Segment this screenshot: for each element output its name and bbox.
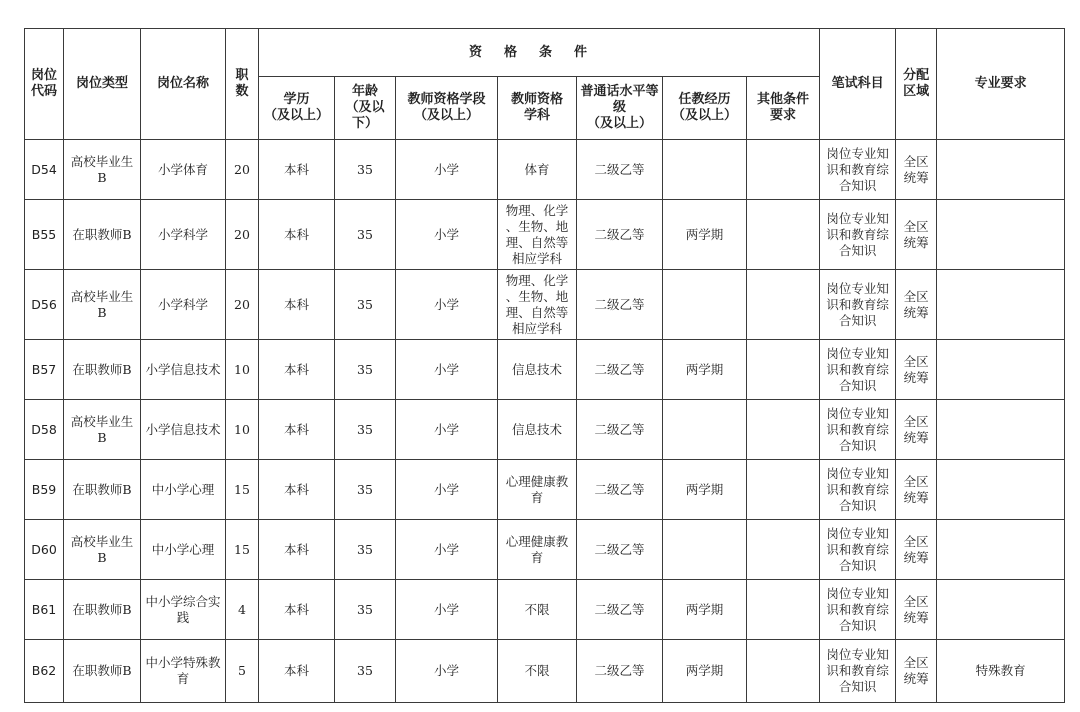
cell-experience: 两学期 [663, 200, 747, 270]
cell-region: 全区 统筹 [896, 270, 937, 340]
cell-education: 本科 [259, 340, 335, 400]
cell-cert-subject: 不限 [498, 580, 577, 640]
cell-cert-level: 小学 [396, 140, 498, 200]
cell-age: 35 [335, 200, 396, 270]
header-mandarin: 普通话水平等 级 （及以上） [577, 77, 663, 140]
cell-type: 在职教师B [64, 580, 141, 640]
header-qualification-group: 资格条件 [259, 29, 820, 77]
cell-cert-level: 小学 [396, 640, 498, 703]
cell-exam: 岗位专业知 识和教育综 合知识 [820, 270, 896, 340]
cell-code: B57 [25, 340, 64, 400]
cell-type: 在职教师B [64, 640, 141, 703]
cell-education: 本科 [259, 580, 335, 640]
cell-type: 高校毕业生 B [64, 520, 141, 580]
cell-age: 35 [335, 640, 396, 703]
cell-region: 全区 统筹 [896, 200, 937, 270]
cell-major [937, 520, 1065, 580]
cell-mandarin: 二级乙等 [577, 140, 663, 200]
cell-major [937, 340, 1065, 400]
cell-type: 高校毕业生 B [64, 270, 141, 340]
cell-experience [663, 520, 747, 580]
cell-exam: 岗位专业知 识和教育综 合知识 [820, 460, 896, 520]
cell-education: 本科 [259, 400, 335, 460]
cell-other [747, 140, 820, 200]
cell-education: 本科 [259, 200, 335, 270]
cell-age: 35 [335, 340, 396, 400]
cell-age: 35 [335, 520, 396, 580]
cell-mandarin: 二级乙等 [577, 200, 663, 270]
cell-count: 10 [226, 340, 259, 400]
header-other: 其他条件 要求 [747, 77, 820, 140]
cell-code: B62 [25, 640, 64, 703]
cell-education: 本科 [259, 140, 335, 200]
table-row [25, 270, 1065, 340]
table-row [25, 640, 1065, 703]
cell-name: 中小学心理 [141, 520, 226, 580]
cell-region: 全区 统筹 [896, 640, 937, 703]
cell-code: D54 [25, 140, 64, 200]
cell-cert-level: 小学 [396, 580, 498, 640]
cell-other [747, 520, 820, 580]
table-row [25, 140, 1065, 200]
cell-cert-level: 小学 [396, 200, 498, 270]
cell-mandarin: 二级乙等 [577, 640, 663, 703]
header-cert-subject: 教师资格 学科 [498, 77, 577, 140]
header-exam: 笔试科目 [820, 29, 896, 140]
cell-other [747, 640, 820, 703]
cell-count: 20 [226, 200, 259, 270]
cell-code: B61 [25, 580, 64, 640]
cell-experience: 两学期 [663, 640, 747, 703]
cell-experience [663, 400, 747, 460]
cell-type: 在职教师B [64, 200, 141, 270]
cell-exam: 岗位专业知 识和教育综 合知识 [820, 340, 896, 400]
cell-name: 小学科学 [141, 270, 226, 340]
cell-major [937, 400, 1065, 460]
table-row [25, 340, 1065, 400]
recruitment-table [24, 28, 1065, 703]
cell-code: B59 [25, 460, 64, 520]
cell-other [747, 340, 820, 400]
cell-exam: 岗位专业知 识和教育综 合知识 [820, 520, 896, 580]
cell-major [937, 460, 1065, 520]
cell-education: 本科 [259, 520, 335, 580]
cell-region: 全区 统筹 [896, 580, 937, 640]
cell-experience: 两学期 [663, 580, 747, 640]
cell-code: D60 [25, 520, 64, 580]
cell-count: 15 [226, 460, 259, 520]
table-row [25, 200, 1065, 270]
cell-type: 在职教师B [64, 340, 141, 400]
cell-mandarin: 二级乙等 [577, 270, 663, 340]
cell-other [747, 270, 820, 340]
cell-name: 小学科学 [141, 200, 226, 270]
header-code: 岗位 代码 [25, 29, 64, 140]
cell-cert-subject: 物理、化学 、生物、地 理、自然等 相应学科 [498, 270, 577, 340]
header-experience: 任教经历 （及以上） [663, 77, 747, 140]
cell-code: D58 [25, 400, 64, 460]
cell-exam: 岗位专业知 识和教育综 合知识 [820, 400, 896, 460]
cell-count: 10 [226, 400, 259, 460]
cell-experience: 两学期 [663, 460, 747, 520]
cell-age: 35 [335, 140, 396, 200]
header-type: 岗位类型 [64, 29, 141, 140]
cell-mandarin: 二级乙等 [577, 520, 663, 580]
cell-cert-subject: 心理健康教 育 [498, 520, 577, 580]
cell-type: 在职教师B [64, 460, 141, 520]
cell-name: 小学信息技术 [141, 340, 226, 400]
cell-mandarin: 二级乙等 [577, 580, 663, 640]
cell-experience [663, 140, 747, 200]
cell-exam: 岗位专业知 识和教育综 合知识 [820, 580, 896, 640]
cell-region: 全区 统筹 [896, 400, 937, 460]
cell-other [747, 200, 820, 270]
cell-name: 中小学特殊教 育 [141, 640, 226, 703]
cell-cert-subject: 不限 [498, 640, 577, 703]
table-row [25, 580, 1065, 640]
cell-region: 全区 统筹 [896, 140, 937, 200]
cell-name: 小学信息技术 [141, 400, 226, 460]
cell-name: 中小学心理 [141, 460, 226, 520]
table-row [25, 400, 1065, 460]
cell-other [747, 460, 820, 520]
cell-cert-level: 小学 [396, 400, 498, 460]
cell-major [937, 270, 1065, 340]
cell-other [747, 580, 820, 640]
header-name: 岗位名称 [141, 29, 226, 140]
cell-major [937, 580, 1065, 640]
cell-age: 35 [335, 270, 396, 340]
cell-name: 小学体育 [141, 140, 226, 200]
cell-count: 20 [226, 140, 259, 200]
cell-cert-level: 小学 [396, 270, 498, 340]
cell-major [937, 200, 1065, 270]
header-major: 专业要求 [937, 29, 1065, 140]
cell-age: 35 [335, 580, 396, 640]
cell-other [747, 400, 820, 460]
cell-cert-level: 小学 [396, 340, 498, 400]
cell-exam: 岗位专业知 识和教育综 合知识 [820, 200, 896, 270]
cell-cert-subject: 信息技术 [498, 400, 577, 460]
cell-region: 全区 统筹 [896, 460, 937, 520]
cell-region: 全区 统筹 [896, 520, 937, 580]
table-row [25, 460, 1065, 520]
cell-exam: 岗位专业知 识和教育综 合知识 [820, 640, 896, 703]
cell-education: 本科 [259, 270, 335, 340]
cell-cert-subject: 物理、化学 、生物、地 理、自然等 相应学科 [498, 200, 577, 270]
cell-education: 本科 [259, 460, 335, 520]
header-education: 学历 （及以上） [259, 77, 335, 140]
cell-code: D56 [25, 270, 64, 340]
cell-age: 35 [335, 400, 396, 460]
cell-exam: 岗位专业知 识和教育综 合知识 [820, 140, 896, 200]
cell-count: 4 [226, 580, 259, 640]
cell-cert-subject: 信息技术 [498, 340, 577, 400]
cell-cert-level: 小学 [396, 460, 498, 520]
table-body [25, 140, 1065, 703]
cell-count: 5 [226, 640, 259, 703]
cell-cert-subject: 体育 [498, 140, 577, 200]
cell-count: 20 [226, 270, 259, 340]
cell-code: B55 [25, 200, 64, 270]
cell-type: 高校毕业生 B [64, 400, 141, 460]
header-age: 年龄 （及以下） [335, 77, 396, 140]
cell-experience: 两学期 [663, 340, 747, 400]
header-region: 分配 区域 [896, 29, 937, 140]
cell-major [937, 140, 1065, 200]
cell-region: 全区 统筹 [896, 340, 937, 400]
cell-name: 中小学综合实 践 [141, 580, 226, 640]
cell-mandarin: 二级乙等 [577, 460, 663, 520]
cell-mandarin: 二级乙等 [577, 340, 663, 400]
cell-cert-level: 小学 [396, 520, 498, 580]
cell-type: 高校毕业生 B [64, 140, 141, 200]
table-row [25, 520, 1065, 580]
cell-count: 15 [226, 520, 259, 580]
header-count: 职 数 [226, 29, 259, 140]
cell-cert-subject: 心理健康教 育 [498, 460, 577, 520]
cell-experience [663, 270, 747, 340]
cell-age: 35 [335, 460, 396, 520]
cell-education: 本科 [259, 640, 335, 703]
header-cert-level: 教师资格学段 （及以上） [396, 77, 498, 140]
cell-major: 特殊教育 [937, 640, 1065, 703]
cell-mandarin: 二级乙等 [577, 400, 663, 460]
